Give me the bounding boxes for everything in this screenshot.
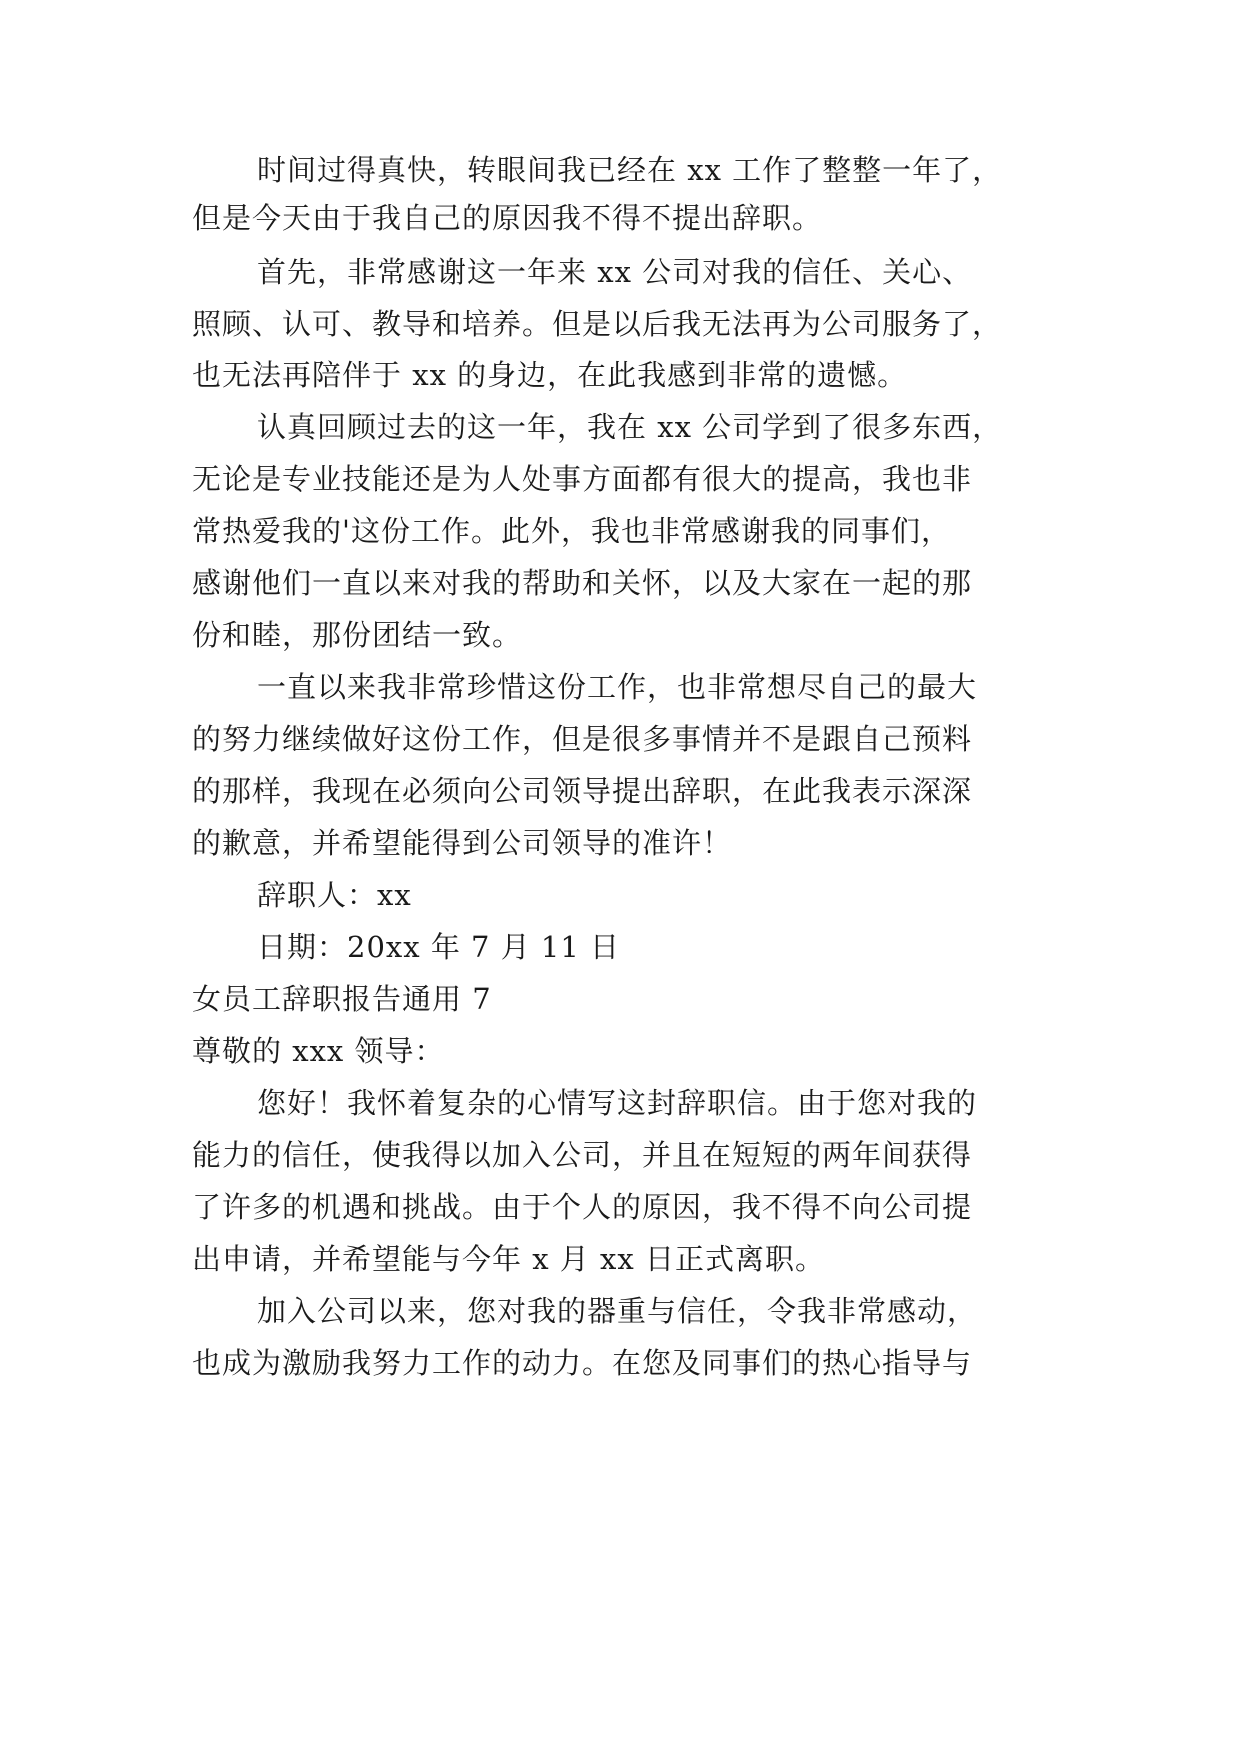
paragraph-line: 的努力继续做好这份工作，但是很多事情并不是跟自己预料 xyxy=(192,722,973,756)
section-title: 女员工辞职报告通用 7 xyxy=(192,982,492,1016)
date-line: 日期：20xx 年 7 月 11 日 xyxy=(257,930,621,964)
paragraph-line: 您好！我怀着复杂的心情写这封辞职信。由于您对我的 xyxy=(257,1086,978,1120)
paragraph-line: 常热爱我的'这份工作。此外，我也非常感谢我的同事们， xyxy=(192,514,951,548)
paragraph-line: 时间过得真快，转眼间我已经在 xx 工作了整整一年了， xyxy=(257,153,1003,187)
paragraph-line: 的那样，我现在必须向公司领导提出辞职，在此我表示深深 xyxy=(192,774,973,808)
paragraph-line: 的歉意，并希望能得到公司领导的准许！ xyxy=(192,826,733,860)
paragraph-line: 感谢他们一直以来对我的帮助和关怀，以及大家在一起的那 xyxy=(192,566,973,600)
paragraph-line: 加入公司以来，您对我的器重与信任，令我非常感动， xyxy=(257,1294,978,1328)
resigner-line: 辞职人：xx xyxy=(257,878,412,912)
paragraph-line: 但是今天由于我自己的原因我不得不提出辞职。 xyxy=(192,201,823,235)
paragraph-line: 照顾、认可、教导和培养。但是以后我无法再为公司服务了， xyxy=(192,307,1003,341)
paragraph-line: 也成为激励我努力工作的动力。在您及同事们的热心指导与 xyxy=(192,1346,973,1380)
paragraph-line: 首先，非常感谢这一年来 xx 公司对我的信任、关心、 xyxy=(257,255,973,289)
paragraph-line: 也无法再陪伴于 xx 的身边，在此我感到非常的遗憾。 xyxy=(192,358,908,392)
paragraph-line: 了许多的机遇和挑战。由于个人的原因，我不得不向公司提 xyxy=(192,1190,973,1224)
paragraph-line: 出申请，并希望能与今年 x 月 xx 日正式离职。 xyxy=(192,1242,825,1276)
paragraph-line: 份和睦，那份团结一致。 xyxy=(192,618,523,652)
paragraph-line: 认真回顾过去的这一年，我在 xx 公司学到了很多东西， xyxy=(257,410,1003,444)
salutation: 尊敬的 xxx 领导： xyxy=(192,1034,445,1068)
paragraph-line: 无论是专业技能还是为人处事方面都有很大的提高，我也非 xyxy=(192,462,973,496)
paragraph-line: 一直以来我非常珍惜这份工作，也非常想尽自己的最大 xyxy=(257,670,978,704)
paragraph-line: 能力的信任，使我得以加入公司，并且在短短的两年间获得 xyxy=(192,1138,973,1172)
